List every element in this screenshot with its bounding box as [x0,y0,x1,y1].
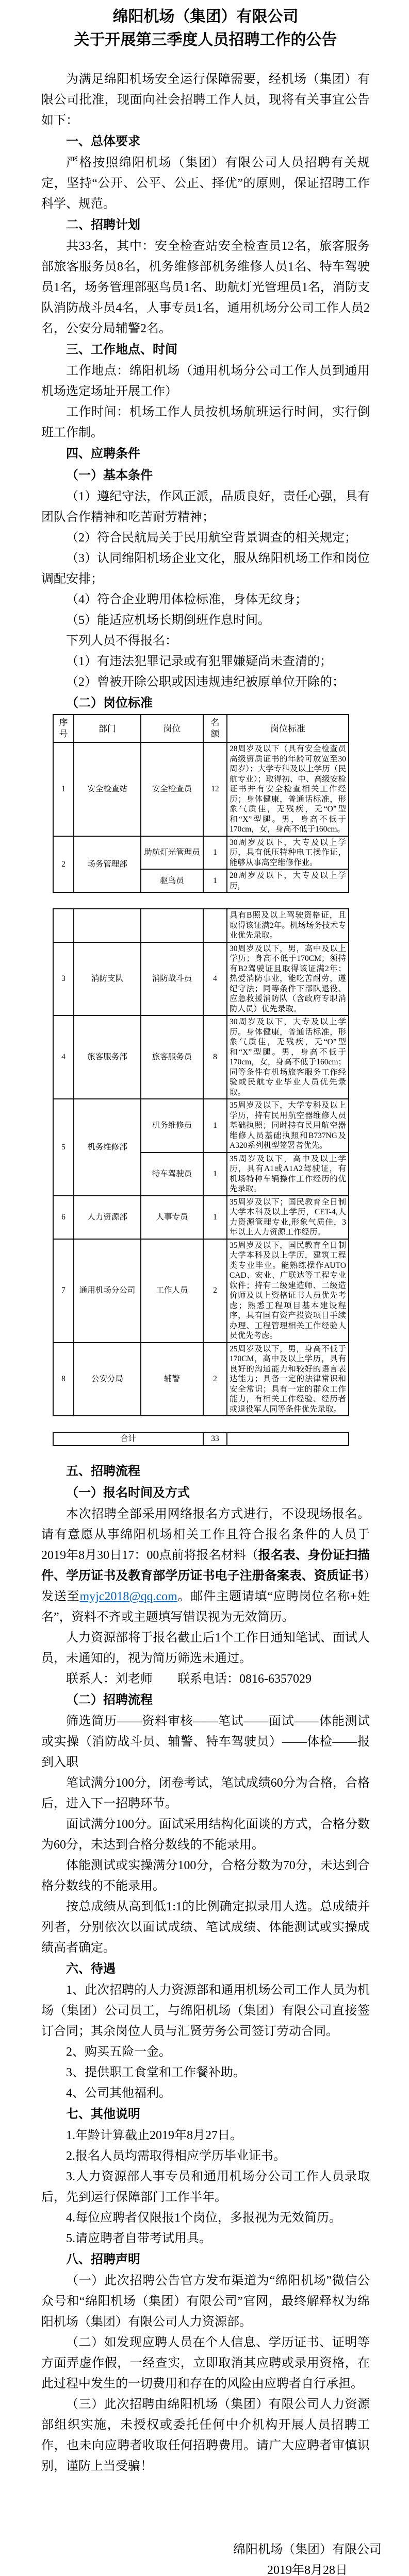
total-row [53,1432,349,1446]
cell-quota: 8 [203,1015,227,1099]
table-row [53,1099,349,1153]
work-location-paragraph: 工作地点：绵阳机场（通用机场分公司工作人员到通用机场选定场址开展工作） [41,364,370,398]
note-4: 4.每位应聘者仅限报1个岗位，多报视为无效简历。 [66,2211,341,2225]
note-3: 3.人力资源部人事专员和通用机场分公司工作人员录取后，先到运行保障部门工作半年。 [41,2170,370,2204]
intro-paragraph: 为满足绵阳机场安全运行保障需要，经机场（集团）有限公司批准，现面向社会招聘工作人员，现将有关事宜公告如下： [41,73,370,127]
table-row [53,836,349,870]
not-allowed-title: 下列人员不得报名： [66,634,177,648]
table-row [53,1239,349,1343]
document-title [41,5,370,52]
basic-condition-2: （2）符合民航局关于民用航空背景调查的相关规定； [66,531,357,545]
written-test-paragraph: 笔试满分100分，闭卷考试，笔试成绩60分为合格，合格后，进入下一招聘环节。 [41,1776,370,1810]
title-line-1: 绵阳机场（集团）有限公司 [112,8,299,25]
benefit-4: 4、公司其他福利。 [66,2086,171,2100]
spacer [41,1446,370,1461]
signature-company: 绵阳机场（集团）有限公司 [233,2543,382,2556]
cell-post: 机务维修员 [141,1099,203,1153]
positions-table-total-row [53,1432,349,1446]
table-row [53,942,349,1016]
apply-materials-bold: 报名表、身份证扫描件、学历证书及教育部学历证书电子注册备案表、资质证书 [41,1548,370,1583]
section-4-heading: 四、应聘条件 [66,447,140,461]
page-break-gap [41,1416,370,1432]
section-8-heading: 八、招聘声明 [66,2252,140,2266]
header-岗位: 岗位 [141,715,203,742]
cell-standard: 35周岁及以下，大学专科及以上学历，持有民用航空器维修人员基础执照；同时持有民用航空器维修人员基础执照和B737NG及A320系列机型签署者优先。 [227,1099,349,1153]
cell-quota: 2 [203,1239,227,1343]
cell-no-empty [53,909,74,942]
header-岗位标准: 岗位标准 [227,715,349,742]
header-序号: 序号 [53,715,74,742]
table-row [53,1343,349,1416]
table-row [53,1015,349,1099]
not-allowed-1: （1）有违法犯罪记录或有犯罪嫌疑尚未查清的； [66,655,332,668]
cell-dept: 场务管理部 [74,836,141,893]
cell-post: 助航灯光管理员 [141,836,203,870]
process-subheading: （二）招聘流程 [66,1692,153,1707]
cell-no: 7 [53,1239,74,1343]
basic-condition-1: （1）遵纪守法，作风正派，品质良好，责任心强，具有团队合作精神和吃苦耐劳精神； [41,490,370,524]
process-flow-paragraph: 筛选简历——资料审核——笔试——面试——体能测试或实操（消防战斗员、辅警、特车驾驶员）——体检——报到入职 [41,1714,370,1769]
cell-quota: 1 [203,836,227,870]
physical-test-paragraph: 体能测试或实操满分100分，合格分数为70分，未达到合格分数线的不能录用。 [41,1858,370,1893]
cell-standard: 35周岁及以下，国民教育全日制大学本科及以上学历，建筑工程类专业毕业。能熟练操作AUTO CAD、宏业、广联达等工程专业软件；持有二级建造师、二级造价师及以上资格证书人员优先考虑；熟悉工程项目基本建设程序，具有国有资产投资项目手续办理、工程管理相关工作经验人员优先考虑。 [227,1239,349,1343]
cell-quota: 1 [203,869,227,892]
cell-no: 5 [53,1099,74,1196]
section-1-heading: 一、总体要求 [66,134,140,148]
section-6-heading: 六、待遇 [66,1961,116,1976]
cell-post: 旅客服务员 [141,1015,203,1099]
cell-standard: 25周岁及以下，男，身高不低于170CM，高中及以上学历，具有良好的沟通能力和较好的语言表达能力；具备一定的法律常识和安全常识；具有一定的群众工作能力，有相关工作经验、经历者或退役军人同等条件优先录取。 [227,1343,349,1416]
apply-text-pre: 本次招聘全部采用网络报名方式进行，不设现场报名。请有意愿从事绵阳机场相关工作且符合报名条件的人员于2019年8月30日17：00点前将报名材料（ [41,1507,370,1562]
cell-no: 4 [53,1015,74,1099]
table-row-continuation [53,909,349,942]
cell-dept: 通用机场分公司 [74,1239,141,1343]
header-部门: 部门 [74,715,141,742]
cell-standard: 35周岁及以下，高中及以上学历，具有A1或A1A2驾驶证，有机场特种车辆操作工作经历的优先录取。 [227,1153,349,1196]
cell-quota-empty [203,909,227,942]
cell-standard: 具有B照及以上驾驶资格证，且取得该证满2年。机场场务技术专业优先录取。 [227,909,349,942]
signature-block [230,2539,385,2576]
apply-text-mid: ）发送至 [41,1569,370,1603]
not-allowed-2: （2）曾被开除公职或因违规违纪被原单位开除的； [66,675,345,689]
cell-dept: 机务维修部 [74,1099,141,1196]
cell-quota: 1 [203,1099,227,1153]
apply-method-subheading: （一）报名时间及方式 [66,1485,190,1500]
cell-post: 安全检查员 [141,742,203,836]
cell-no: 8 [53,1343,74,1416]
cell-post: 驱鸟员 [141,869,203,892]
note-2: 2.报名人员均需取得相应学历毕业证书。 [66,2149,286,2163]
table-row [53,742,349,836]
total-label-cell: 合计 [53,1432,203,1446]
interview-paragraph: 面试满分100分。面试采用结构化面谈的方式，合格分数为60分，未达到合格分数线的不能录用。 [41,1817,370,1852]
post-standards-subheading: （二）岗位标准 [66,696,153,710]
cell-post: 特车驾驶员 [141,1153,203,1196]
basic-condition-4: （4）符合企业聘用体检标准，身体无纹身； [66,593,307,606]
note-1: 1.年龄计算截止2019年8月27日。 [66,2128,242,2142]
apply-text-post: 。邮件主题请填“应聘岗位名称+姓名”，资料不齐或主题填写错误视为无效简历。 [41,1589,370,1624]
cell-quota: 1 [203,1153,227,1196]
cell-post: 消防战斗员 [141,942,203,1016]
cell-standard: 30周岁及以下，大专及以上学历，具有低压特种电工操作证，能够从事高空维修作业。 [227,836,349,870]
benefit-1: 1、此次招聘的人力资源部和通用机场公司工作人员为机场（集团）公司员工，与绵阳机场（集团）有限公司直接签订合同；其余岗位人员与汇贤劳务公司签订劳动合同。 [41,1983,370,2038]
section-2-paragraph: 共33名，其中：安全检查站安全检查员12名，旅客服务部旅客服务员8名，机务维修部机务维修人员1名、特车驾驶员1名，场务管理部驱鸟员1名、助航灯光管理员1名，消防支队消防战斗员4名，人事专员1名，通用机场分公司工作人员2名，公安分局辅警2名。 [41,240,370,335]
cell-standard: 30周岁及以下，男，高中及以上学历；身高不低于170CM；须持有B2驾驶证且取得该证满2年；热爱消防事业，能吃苦耐劳，遵纪守法；同等条件下部队退役、应急救援消防队（含政府专职消防人员）优先录取。 [227,942,349,1016]
cell-standard: 28周岁及以下（具有安全检查员高级资质证书的年龄可放宽至30周岁）；大学专科及以上学历（民航专业）；取得初、中、高级安检证书并有安全检查相关工作经历；身体健康，普通话标准，形象气质佳，无残疾，无“O”型和“X”型腿。男，身高不低于170cm，女，身高不低于160cm。 [227,742,349,836]
cell-standard: 35周岁及以下；国民教育全日制大学本科及以上学历，CET-4,人力资源管理专业,形象气质佳，3年以上人力资源工作经历。 [227,1196,349,1239]
basic-condition-5: （5）能适应机场长期倒班作息时间。 [66,614,270,627]
cell-post-empty [141,909,203,942]
basic-condition-3: （3）认同绵阳机场企业文化，服从绵阳机场工作和岗位调配安排； [41,552,370,586]
cell-quota: 2 [203,1343,227,1416]
cell-quota: 4 [203,942,227,1016]
work-time-paragraph: 工作时间：机场工作人员按机场航班运行时间，实行倒班工作制。 [41,405,370,439]
statement-2: （二）如发现应聘人员在个人信息、学历证书、证明等方面弄虚作假，一经查实，立即取消其应聘或录用资格，在此过程中发生的一切费用和存在的风险由应聘者自行承担。 [41,2335,370,2391]
notify-paragraph: 人力资源部将于报名截止后1个工作日通知笔试、面试人员，未通知的，视为简历筛选未通过。 [41,1631,370,1665]
cell-quota: 12 [203,742,227,836]
positions-table-part-2 [53,908,349,1416]
cell-post: 人事专员 [141,1196,203,1239]
apply-method-paragraph [41,1504,370,1628]
statement-3: （三）此次招聘由绵阳机场（集团）有限公司人力资源部组织实施，未授权或委托任何中介机构开展人员招聘工作，也未向应聘者收取任何招聘费用。请广大应聘者审慎识别，谨防上当受骗！ [41,2397,370,2473]
cell-dept: 人力资源部 [74,1196,141,1239]
positions-table-part-1 [53,714,349,893]
section-7-heading: 七、其他说明 [66,2107,140,2121]
ranking-paragraph: 按总成绩从高到低1:1的比例确定拟录用人选。总成绩并列者，分别依次以面试成绩、笔试成绩、体能测试或实操成绩高者确定。 [41,1900,370,1955]
total-standard-empty-cell [227,1432,349,1446]
cell-dept-empty [74,909,141,942]
cell-dept: 安全检查站 [74,742,141,836]
basic-conditions-subheading: （一）基本条件 [66,468,153,482]
section-1-paragraph: 严格按照绵阳机场（集团）有限公司人员招聘有关规定，坚持“公开、公平、公正、择优”的原则，保证招聘工作科学、规范。 [41,156,370,211]
cell-standard: 28周岁及以下，大专及以上学历， [227,869,349,892]
cell-post: 辅警 [141,1343,203,1416]
total-quota-cell: 33 [203,1432,227,1446]
table-row [53,1196,349,1239]
statement-1: （一）此次招聘公告官方发布渠道为“绵阳机场”微信公众号和“绵阳机场（集团）有限公司”官网，最终解释权为绵阳机场（集团）有限公司人力资源部。 [41,2274,370,2329]
page-break-gap [41,893,370,908]
cell-dept: 消防支队 [74,942,141,1016]
contact-line: 联系人：刘老师 联系电话：0816-6357029 [66,1672,312,1686]
benefit-2: 2、购买五险一金。 [66,2045,171,2059]
benefit-3: 3、提供职工食堂和工作餐补助。 [66,2065,246,2079]
cell-no: 6 [53,1196,74,1239]
application-email-link[interactable]: myjc2018@qq.com [79,1589,177,1603]
cell-dept: 公安分局 [74,1343,141,1416]
cell-no: 2 [53,836,74,893]
title-line-2: 关于开展第三季度人员招聘工作的公告 [74,31,337,48]
cell-no: 1 [53,742,74,836]
cell-standard: 30周岁及以下，大专及以上学历。身体健康，普通话标准，形象气质佳，无残疾，无“O”型和“X”型腿。男，身高不低于170cm，女，身高不低于160cm；同等条件有机场旅客服务工作经验或民航专业毕业人员优先录取。 [227,1015,349,1099]
note-5: 5.请应聘者自带考试用具。 [66,2231,211,2245]
section-2-heading: 二、招聘计划 [66,218,140,232]
section-5-heading: 五、招聘流程 [66,1464,140,1478]
table-header-row [53,715,349,742]
cell-quota: 1 [203,1196,227,1239]
signature-date: 2019年8月28日 [267,2563,348,2576]
cell-no: 3 [53,942,74,1016]
cell-post: 工作人员 [141,1239,203,1343]
cell-dept: 旅客服务部 [74,1015,141,1099]
header-名额: 名额 [203,715,227,742]
section-3-heading: 三、工作地点、时间 [66,343,177,357]
